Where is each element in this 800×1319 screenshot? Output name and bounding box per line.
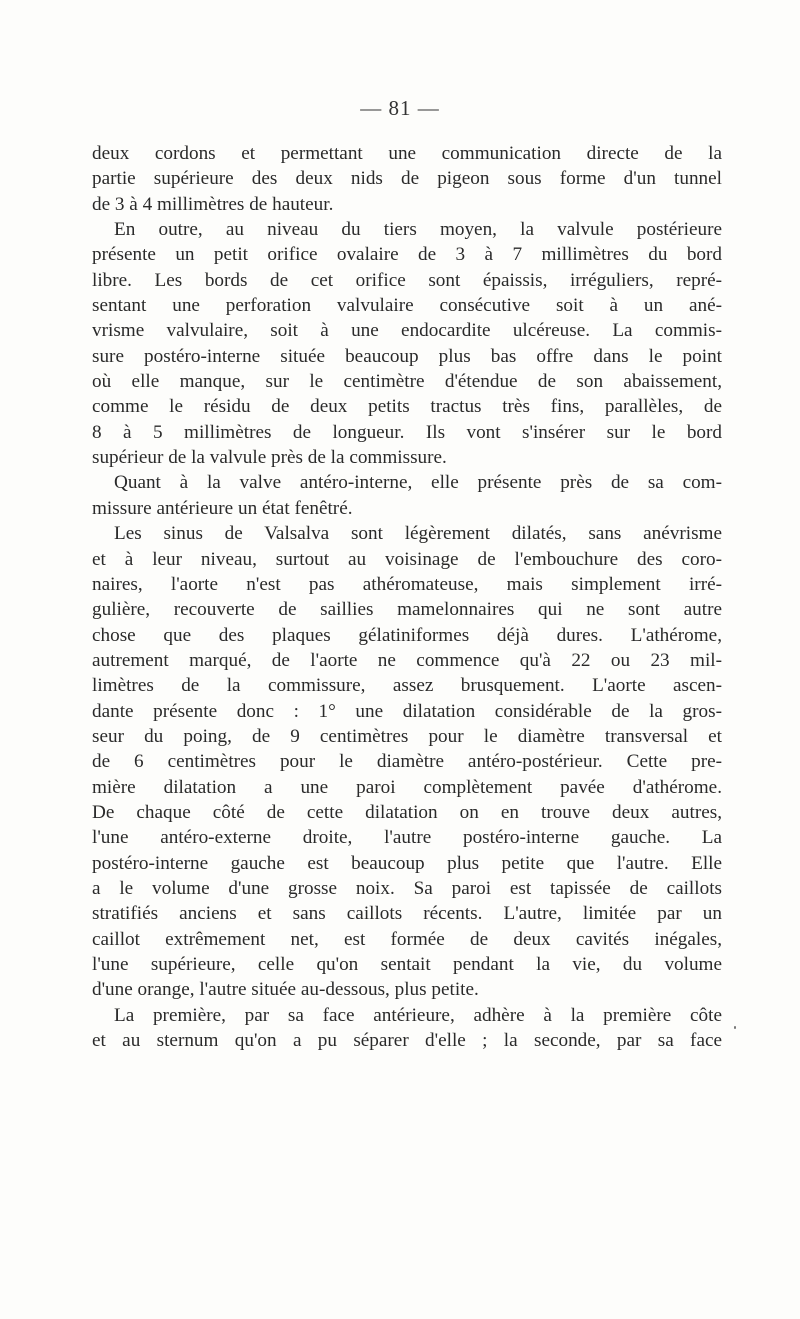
- text-line: d'une orange, l'autre située au-dessous, plus petite.: [92, 979, 479, 1001]
- text-line: et à leur niveau, surtout au voisinage de l'embouchure des coro-: [92, 548, 722, 570]
- text-line: deux cordons et permettant une communication directe de la: [92, 143, 722, 164]
- text-line: En outre, au niveau du tiers moyen, la valvule postérieure: [114, 219, 722, 241]
- text-line: l'une antéro-externe droite, l'autre postéro-interne gauche. La: [92, 827, 722, 849]
- text-line: gulière, recouverte de saillies mamelonnaires qui ne sont autre: [92, 599, 722, 621]
- text-line: présente un petit orifice ovalaire de 3 à 7 millimètres du bord: [92, 244, 722, 266]
- text-line: comme le résidu de deux petits tractus très fins, parallèles, de: [92, 396, 722, 418]
- text-line: où elle manque, sur le centimètre d'étendue de son abaissement,: [92, 371, 722, 393]
- text-line: sentant une perforation valvulaire consécutive soit à un ané-: [92, 295, 722, 317]
- text-line: missure antérieure un état fenêtré.: [92, 497, 353, 519]
- text-line: 8 à 5 millimètres de longueur. Ils vont s'insérer sur le bord: [92, 421, 722, 443]
- text-line: mière dilatation a une paroi complètement pavée d'athérome.: [92, 776, 722, 798]
- paper-speck: [734, 1026, 736, 1029]
- text-line: chose que des plaques gélatiniformes déjà dures. L'athérome,: [92, 624, 722, 646]
- text-line: De chaque côté de cette dilatation on en trouve deux autres,: [92, 801, 722, 823]
- body-text: [92, 141, 722, 1053]
- text-line: stratifiés anciens et sans caillots récents. L'autre, limitée par un: [92, 903, 722, 925]
- text-line: de 6 centimètres pour le diamètre antéro-postérieur. Cette pre-: [92, 751, 722, 773]
- text-line: La première, par sa face antérieure, adhère à la première côte: [114, 1004, 722, 1026]
- page-number: — 81 —: [360, 96, 440, 120]
- text-line: dante présente donc : 1° une dilatation considérable de la gros-: [92, 700, 722, 722]
- text-line: a le volume d'une grosse noix. Sa paroi est tapissée de caillots: [92, 877, 722, 899]
- text-line: postéro-interne gauche est beaucoup plus petite que l'autre. Elle: [92, 852, 722, 874]
- text-line: Quant à la valve antéro-interne, elle présente près de sa com-: [114, 472, 722, 494]
- text-line: et au sternum qu'on a pu séparer d'elle ; la seconde, par sa face: [92, 1030, 722, 1052]
- text-line: autrement marqué, de l'aorte ne commence qu'à 22 ou 23 mil-: [92, 649, 722, 671]
- text-line: l'une supérieure, celle qu'on sentait pendant la vie, du volume: [92, 954, 722, 975]
- text-line: vrisme valvulaire, soit à une endocardite ulcéreuse. La commis-: [92, 320, 722, 342]
- text-line: caillot extrêmement net, est formée de deux cavités inégales,: [92, 928, 722, 950]
- text-line: seur du poing, de 9 centimètres pour le diamètre transversal et: [92, 725, 722, 747]
- text-line: Les sinus de Valsalva sont légèrement dilatés, sans anévrisme: [114, 523, 722, 545]
- text-line: de 3 à 4 millimètres de hauteur.: [92, 193, 334, 215]
- text-line: limètres de la commissure, assez brusquement. L'aorte ascen-: [92, 675, 722, 697]
- text-line: naires, l'aorte n'est pas athéromateuse, mais simplement irré-: [92, 573, 722, 595]
- text-line: libre. Les bords de cet orifice sont épaissis, irréguliers, repré-: [92, 269, 722, 291]
- text-line: supérieur de la valvule près de la commissure.: [92, 447, 447, 469]
- text-line: partie supérieure des deux nids de pigeon sous forme d'un tunnel: [92, 168, 722, 190]
- text-line: sure postéro-interne située beaucoup plus bas offre dans le point: [92, 345, 722, 367]
